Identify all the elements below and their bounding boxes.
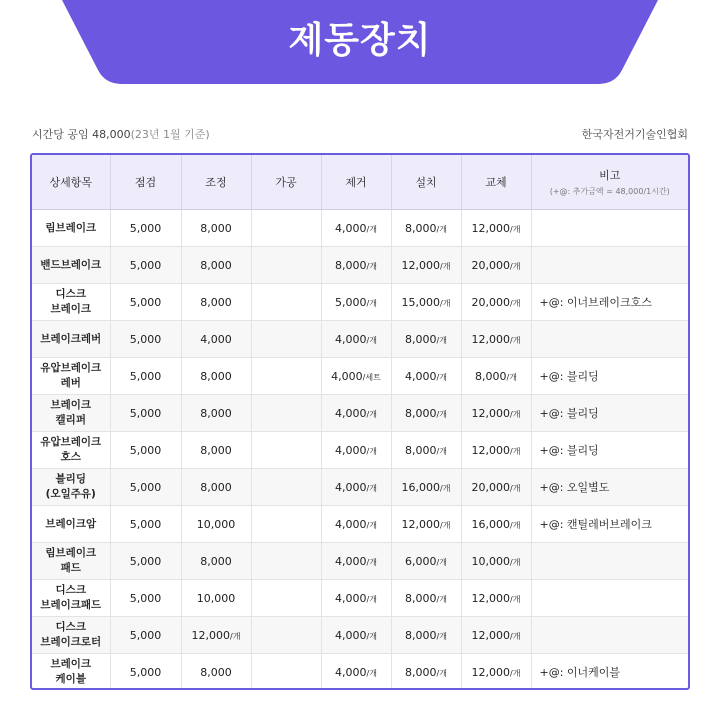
cell-adjust (181, 506, 251, 543)
cell-item (32, 617, 110, 654)
remove-price: 4,000 (335, 517, 367, 531)
item-name: 디스크 브레이크패드 (40, 584, 102, 611)
replace-price: 12,000 (471, 443, 511, 457)
adjust-price: 8,000 (200, 258, 232, 272)
cell-note (531, 284, 688, 321)
check-price: 5,000 (129, 369, 162, 383)
cell-item (32, 247, 110, 284)
replace-unit: /개 (510, 631, 521, 641)
cell-replace (461, 506, 531, 543)
cell-machining (251, 543, 321, 580)
labor-rate-text: 시간당 공임 48,000 (32, 128, 131, 141)
remove-unit: /개 (366, 483, 377, 493)
cell-check (110, 617, 181, 654)
cell-replace (461, 210, 531, 247)
cell-remove (321, 284, 391, 321)
header-check: 점검 (110, 155, 181, 210)
adjust-price: 12,000 (191, 628, 231, 642)
cell-remove (321, 432, 391, 469)
replace-price: 8,000 (475, 369, 507, 383)
cell-note (531, 580, 688, 617)
table-row (32, 469, 688, 506)
check-price: 5,000 (129, 554, 162, 568)
replace-price: 16,000 (471, 517, 511, 531)
check-price: 5,000 (129, 628, 162, 642)
cell-check (110, 543, 181, 580)
replace-unit: /개 (510, 483, 521, 493)
remove-unit: /개 (366, 557, 377, 567)
replace-unit: /개 (510, 409, 521, 419)
cell-remove (321, 358, 391, 395)
cell-install (391, 432, 461, 469)
cell-note (531, 395, 688, 432)
cell-remove (321, 395, 391, 432)
note-text: +@: 캔틸레버브레이크 (539, 518, 652, 531)
cell-machining (251, 284, 321, 321)
adjust-price: 8,000 (200, 369, 232, 383)
cell-note (531, 358, 688, 395)
item-name: 브레이크 케이블 (50, 658, 92, 685)
cell-machining (251, 358, 321, 395)
cell-machining (251, 432, 321, 469)
replace-unit: /개 (510, 557, 521, 567)
remove-unit: /개 (366, 520, 377, 530)
cell-replace (461, 580, 531, 617)
install-unit: /개 (436, 668, 447, 678)
replace-price: 12,000 (471, 406, 511, 420)
remove-unit: /개 (366, 224, 377, 234)
cell-replace (461, 543, 531, 580)
cell-machining (251, 247, 321, 284)
install-unit: /개 (436, 446, 447, 456)
table-header-row (32, 155, 688, 210)
replace-unit: /개 (510, 335, 521, 345)
replace-unit: /개 (510, 298, 521, 308)
cell-remove (321, 321, 391, 358)
install-unit: /개 (436, 594, 447, 604)
labor-rate (32, 126, 210, 142)
cell-note (531, 321, 688, 358)
cell-adjust (181, 210, 251, 247)
table-row (32, 210, 688, 247)
install-price: 6,000 (405, 554, 437, 568)
header-note (531, 155, 688, 210)
cell-install (391, 210, 461, 247)
header-replace: 교체 (461, 155, 531, 210)
item-name: 디스크 브레이크 (50, 288, 92, 315)
install-price: 8,000 (405, 443, 437, 457)
cell-machining (251, 321, 321, 358)
item-name: 유압브레이크 호스 (40, 436, 102, 463)
remove-unit: /개 (366, 594, 377, 604)
cell-machining (251, 395, 321, 432)
cell-note (531, 469, 688, 506)
cell-machining (251, 654, 321, 691)
cell-machining (251, 469, 321, 506)
install-price: 8,000 (405, 591, 437, 605)
header-remove: 제거 (321, 155, 391, 210)
replace-unit: /개 (510, 224, 521, 234)
check-price: 5,000 (129, 443, 162, 457)
cell-replace (461, 432, 531, 469)
cell-check (110, 654, 181, 691)
cell-item (32, 321, 110, 358)
cell-note (531, 247, 688, 284)
replace-price: 12,000 (471, 628, 511, 642)
source-org: 한국자전거기술인협회 (581, 128, 688, 141)
cell-install (391, 284, 461, 321)
note-text: +@: 블리딩 (539, 444, 599, 457)
note-text: +@: 이너브레이크호스 (539, 296, 652, 309)
remove-price: 4,000 (335, 406, 367, 420)
item-name: 블리딩 (오일주유) (45, 473, 96, 500)
check-price: 5,000 (129, 258, 162, 272)
remove-unit: /개 (366, 631, 377, 641)
cell-replace (461, 247, 531, 284)
header-note-sub: (+@: 추가금액 = 48,000/1시간) (549, 187, 670, 196)
remove-unit: /개 (366, 668, 377, 678)
cell-install (391, 358, 461, 395)
remove-price: 4,000 (335, 332, 367, 346)
cell-adjust (181, 358, 251, 395)
header-machining: 가공 (251, 155, 321, 210)
cell-remove (321, 210, 391, 247)
install-price: 8,000 (405, 221, 437, 235)
check-price: 5,000 (129, 221, 162, 235)
cell-check (110, 580, 181, 617)
cell-item (32, 654, 110, 691)
cell-check (110, 321, 181, 358)
install-unit: /개 (440, 520, 451, 530)
cell-note (531, 432, 688, 469)
table-row (32, 321, 688, 358)
cell-check (110, 506, 181, 543)
adjust-price: 8,000 (200, 295, 232, 309)
price-table (32, 155, 688, 690)
cell-remove (321, 543, 391, 580)
item-name: 브레이크레버 (40, 332, 102, 345)
install-unit: /개 (436, 224, 447, 234)
header-adjust: 조정 (181, 155, 251, 210)
cell-adjust (181, 654, 251, 691)
cell-item (32, 284, 110, 321)
install-unit: /개 (440, 261, 451, 271)
adjust-price: 4,000 (200, 332, 232, 346)
note-text: +@: 이너케이블 (539, 666, 621, 679)
adjust-price: 8,000 (200, 443, 232, 457)
install-unit: /개 (440, 483, 451, 493)
adjust-price: 8,000 (200, 554, 232, 568)
replace-unit: /개 (510, 594, 521, 604)
item-name: 디스크 브레이크로터 (40, 621, 102, 648)
install-price: 12,000 (401, 258, 441, 272)
replace-price: 20,000 (471, 480, 511, 494)
cell-remove (321, 654, 391, 691)
cell-check (110, 469, 181, 506)
cell-install (391, 395, 461, 432)
install-unit: /개 (436, 557, 447, 567)
cell-check (110, 247, 181, 284)
cell-install (391, 321, 461, 358)
cell-check (110, 210, 181, 247)
cell-check (110, 358, 181, 395)
cell-adjust (181, 247, 251, 284)
remove-price: 4,000 (335, 443, 367, 457)
replace-price: 12,000 (471, 591, 511, 605)
cell-check (110, 284, 181, 321)
header-install: 설치 (391, 155, 461, 210)
cell-note (531, 506, 688, 543)
note-text: +@: 오일별도 (539, 481, 610, 494)
remove-unit: /개 (366, 409, 377, 419)
install-price: 8,000 (405, 406, 437, 420)
adjust-price: 8,000 (200, 221, 232, 235)
install-price: 12,000 (401, 517, 441, 531)
cell-note (531, 543, 688, 580)
cell-check (110, 395, 181, 432)
cell-replace (461, 654, 531, 691)
cell-adjust (181, 432, 251, 469)
item-name: 림브레이크 (45, 221, 97, 234)
cell-machining (251, 617, 321, 654)
remove-unit: /개 (366, 261, 377, 271)
item-name: 림브레이크 패드 (45, 547, 97, 574)
item-name: 브레이크암 (45, 517, 97, 530)
install-unit: /개 (436, 409, 447, 419)
cell-adjust (181, 617, 251, 654)
remove-price: 4,000 (331, 369, 363, 383)
install-price: 8,000 (405, 332, 437, 346)
check-price: 5,000 (129, 480, 162, 494)
cell-item (32, 210, 110, 247)
cell-item (32, 506, 110, 543)
remove-price: 4,000 (335, 665, 367, 679)
cell-remove (321, 247, 391, 284)
cell-replace (461, 469, 531, 506)
remove-unit: /개 (366, 298, 377, 308)
note-text: +@: 블리딩 (539, 370, 599, 383)
remove-price: 4,000 (335, 591, 367, 605)
cell-replace (461, 358, 531, 395)
cell-remove (321, 617, 391, 654)
cell-install (391, 617, 461, 654)
remove-unit: /개 (366, 335, 377, 345)
adjust-price: 10,000 (196, 591, 236, 605)
table-row (32, 580, 688, 617)
install-price: 15,000 (401, 295, 441, 309)
cell-install (391, 247, 461, 284)
cell-remove (321, 506, 391, 543)
cell-machining (251, 506, 321, 543)
adjust-price: 8,000 (200, 406, 232, 420)
check-price: 5,000 (129, 295, 162, 309)
cell-install (391, 580, 461, 617)
check-price: 5,000 (129, 517, 162, 531)
cell-replace (461, 321, 531, 358)
check-price: 5,000 (129, 332, 162, 346)
cell-remove (321, 580, 391, 617)
cell-adjust (181, 580, 251, 617)
replace-unit: /개 (510, 261, 521, 271)
item-name: 밴드브레이크 (40, 258, 102, 271)
table-row (32, 395, 688, 432)
cell-install (391, 654, 461, 691)
cell-adjust (181, 469, 251, 506)
table-row (32, 247, 688, 284)
check-price: 5,000 (129, 591, 162, 605)
install-price: 8,000 (405, 628, 437, 642)
replace-price: 12,000 (471, 221, 511, 235)
replace-price: 20,000 (471, 295, 511, 309)
cell-replace (461, 395, 531, 432)
remove-price: 8,000 (335, 258, 367, 272)
remove-price: 4,000 (335, 221, 367, 235)
cell-item (32, 395, 110, 432)
adjust-price: 8,000 (200, 665, 232, 679)
table-row (32, 358, 688, 395)
remove-price: 4,000 (335, 480, 367, 494)
install-price: 16,000 (401, 480, 441, 494)
cell-install (391, 469, 461, 506)
adjust-unit: /개 (230, 631, 241, 641)
replace-unit: /개 (506, 372, 517, 382)
replace-price: 10,000 (471, 554, 511, 568)
replace-unit: /개 (510, 520, 521, 530)
install-price: 8,000 (405, 665, 437, 679)
replace-price: 12,000 (471, 665, 511, 679)
cell-install (391, 543, 461, 580)
table-row (32, 617, 688, 654)
remove-price: 4,000 (335, 554, 367, 568)
remove-unit: /개 (366, 446, 377, 456)
cell-item (32, 469, 110, 506)
replace-price: 20,000 (471, 258, 511, 272)
remove-unit: /세트 (362, 372, 381, 382)
item-name: 유압브레이크 레버 (40, 362, 102, 389)
price-table-container (30, 153, 690, 690)
table-row (32, 506, 688, 543)
cell-item (32, 358, 110, 395)
install-price: 4,000 (405, 369, 437, 383)
cell-item (32, 432, 110, 469)
install-unit: /개 (440, 298, 451, 308)
replace-price: 12,000 (471, 332, 511, 346)
cell-replace (461, 284, 531, 321)
cell-note (531, 654, 688, 691)
table-row (32, 543, 688, 580)
install-unit: /개 (436, 372, 447, 382)
cell-note (531, 210, 688, 247)
adjust-price: 10,000 (196, 517, 236, 531)
cell-item (32, 580, 110, 617)
table-row (32, 284, 688, 321)
labor-rate-date: (23년 1월 기준) (130, 128, 210, 141)
cell-check (110, 432, 181, 469)
item-name: 브레이크 캘리퍼 (50, 399, 92, 426)
table-row (32, 432, 688, 469)
cell-machining (251, 580, 321, 617)
cell-item (32, 543, 110, 580)
cell-adjust (181, 284, 251, 321)
replace-unit: /개 (510, 668, 521, 678)
cell-replace (461, 617, 531, 654)
remove-price: 4,000 (335, 628, 367, 642)
install-unit: /개 (436, 631, 447, 641)
header-item: 상세항목 (32, 155, 110, 210)
cell-adjust (181, 543, 251, 580)
cell-note (531, 617, 688, 654)
cell-machining (251, 210, 321, 247)
remove-price: 5,000 (335, 295, 367, 309)
replace-unit: /개 (510, 446, 521, 456)
install-unit: /개 (436, 335, 447, 345)
cell-adjust (181, 321, 251, 358)
note-text: +@: 블리딩 (539, 407, 599, 420)
cell-remove (321, 469, 391, 506)
page-title: 제동장치 (288, 20, 432, 61)
header-note-label: 비고 (599, 169, 621, 182)
cell-adjust (181, 395, 251, 432)
check-price: 5,000 (129, 665, 162, 679)
adjust-price: 8,000 (200, 480, 232, 494)
title-banner (0, 0, 720, 84)
check-price: 5,000 (129, 406, 162, 420)
table-row (32, 654, 688, 691)
cell-install (391, 506, 461, 543)
